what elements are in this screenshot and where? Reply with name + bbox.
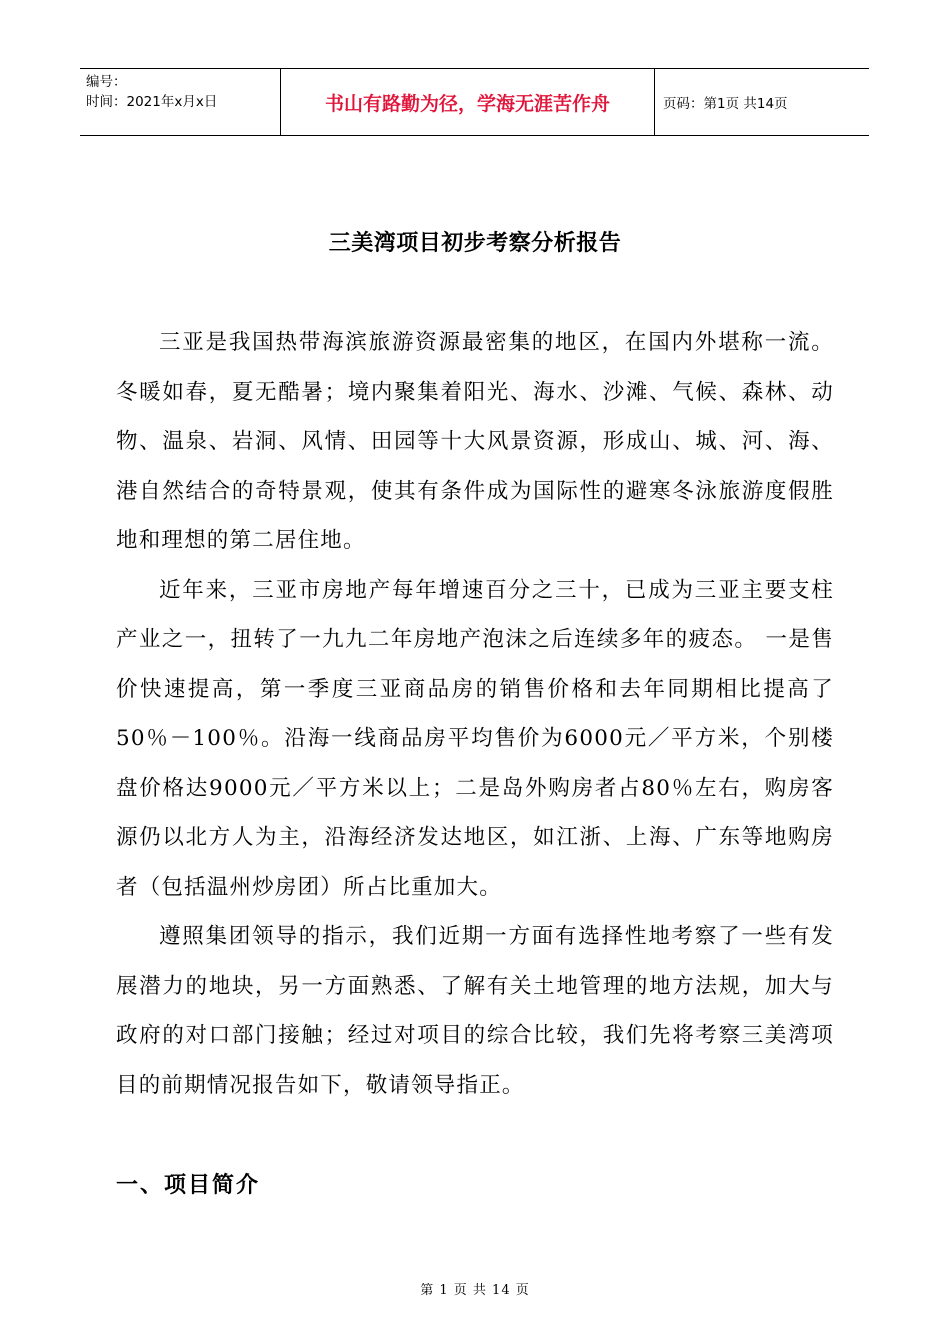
header-page-code: 页码：第1页 共14页 bbox=[663, 96, 788, 112]
document-title: 三美湾项目初步考察分析报告 bbox=[328, 231, 622, 256]
paragraph-instructions: 遵照集团领导的指示，我们近期一方面有选择性地考察了一些有发展潜力的地块，另一方面熟悉、了解有关土地管理的地方法规，加大与政府的对口部门接触；经过对项目的综合比较，我们先将考察三美湾项目的前期情况报告如下，敬请领导指正。 bbox=[116, 924, 834, 1098]
paragraph-market: 近年来，三亚市房地产每年增速百分之三十，已成为三亚主要支柱产业之一，扭转了一九九二年房地产泡沫之后连续多年的疲态。 一是售价快速提高，第一季度三亚商品房的销售价格和去年同期相比提高了50％－100％。沿海一线商品房平均售价为6000元／平方米，个别楼盘价格达9000元／平方米以上；二是岛外购房者占80％左右，购房客源仍以北方人为主，沿海经济发达地区，如江浙、上海、广东等地购房者（包括温州炒房团）所占比重加大。 bbox=[116, 577, 834, 900]
doc-number-label: 编号： bbox=[86, 74, 127, 90]
header-page-cell bbox=[655, 69, 869, 135]
section-heading: 一、项目简介 bbox=[116, 1172, 261, 1198]
header-motto: 书山有路勤为径，学海无涯苦作舟 bbox=[324, 92, 610, 115]
paragraph-intro: 三亚是我国热带海滨旅游资源最密集的地区，在国内外堪称一流。冬暖如春，夏无酷暑；境内聚集着阳光、海水、沙滩、气候、森林、动物、温泉、岩洞、风情、田园等十大风景资源，形成山、城、河、海、港自然结合的奇特景观，使其有条件成为国际性的避寒冬泳旅游度假胜地和理想的第二居住地。 bbox=[116, 330, 834, 553]
page-footer: 第 1 页 共 14 页 bbox=[420, 1283, 530, 1298]
document-body bbox=[116, 318, 834, 1110]
header-table bbox=[80, 68, 869, 136]
header-motto-cell bbox=[281, 69, 655, 135]
doc-date-label: 时间：2021年x月x日 bbox=[86, 94, 218, 110]
header-meta-cell bbox=[80, 69, 281, 135]
